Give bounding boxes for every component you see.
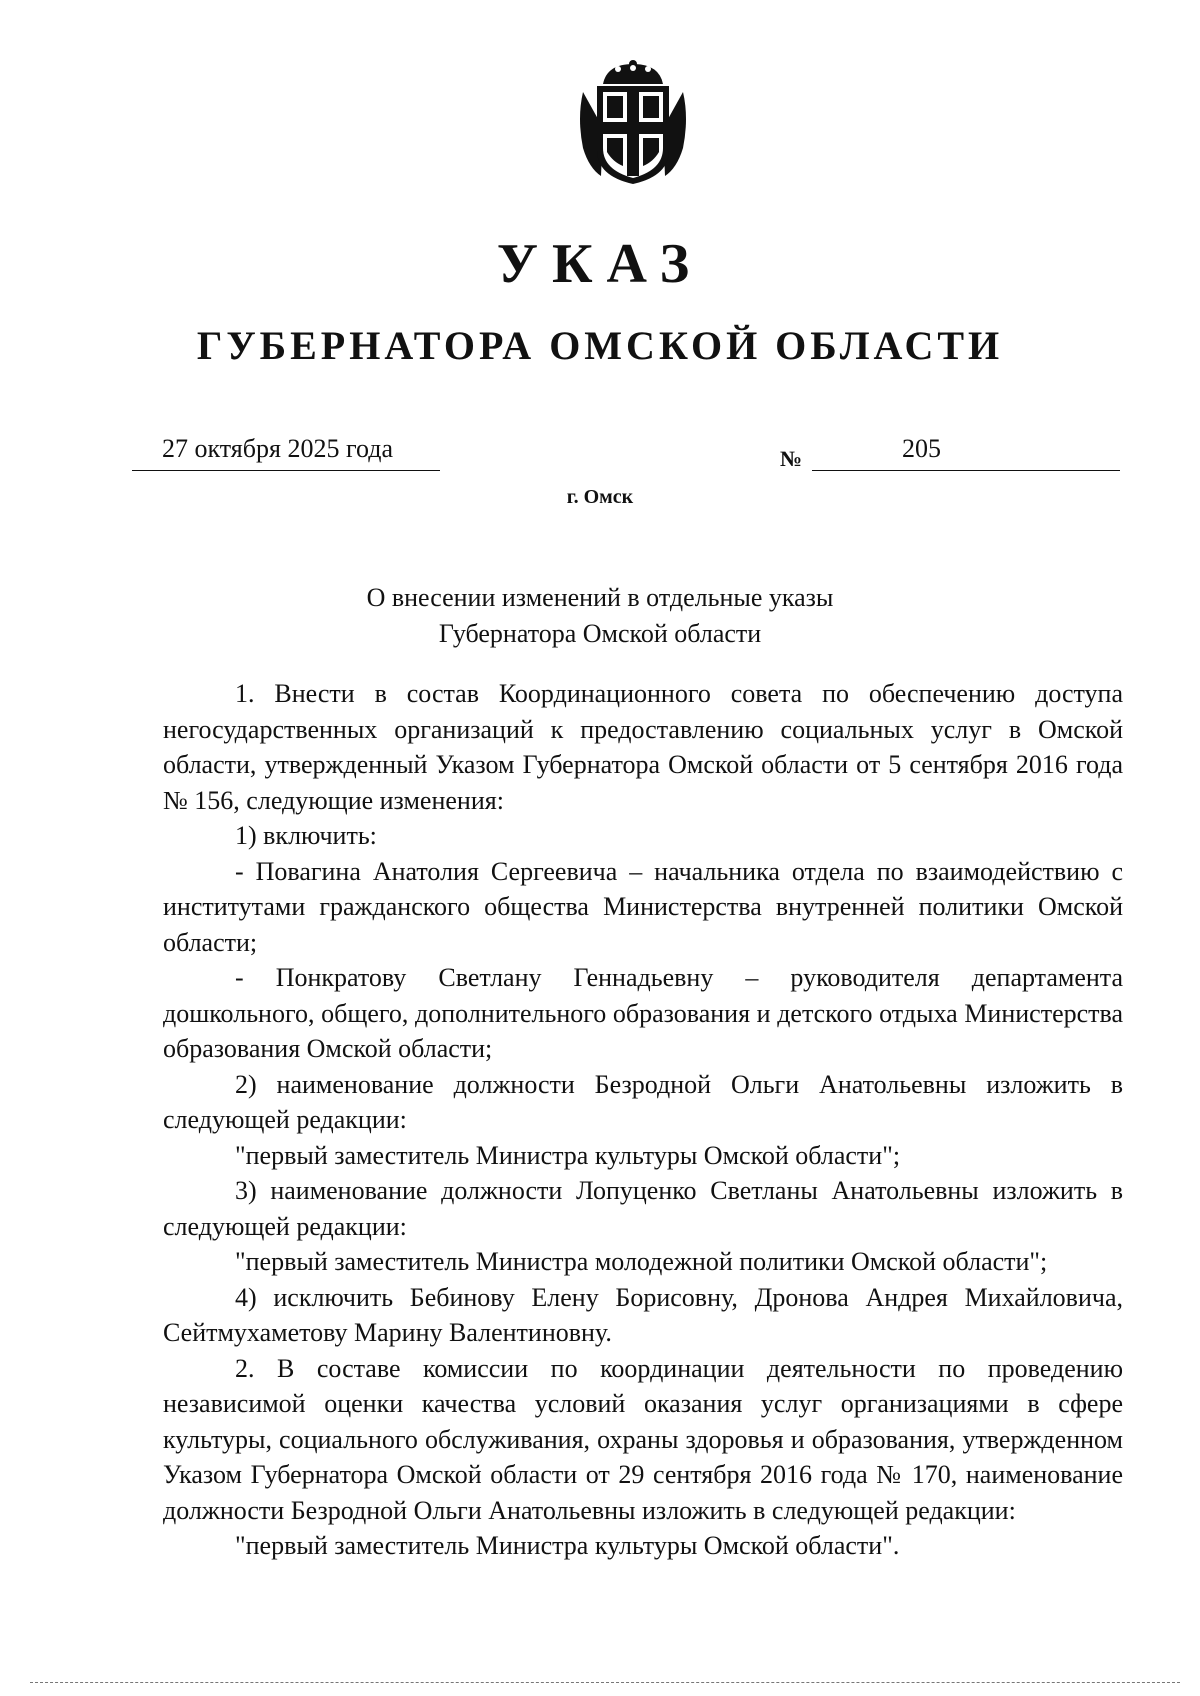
decree-number-label: №: [780, 446, 803, 471]
page-bottom-divider: [30, 1682, 1180, 1683]
decree-number: 205: [902, 434, 941, 463]
decree-paragraph: "первый заместитель Министра культуры Омской области";: [235, 1140, 901, 1170]
decree-paragraph: 2. В составе комиссии по координации деятельности по проведению независимой оценки качества условий оказания услуг организациями в сфере культуры, социального обслуживания, охраны здоровья и образования, утвержденном Указом Губернатора Омской области от 29 сентября 2016 года № 170, наименование должности Безродной Ольги Анатольевны изложить в следующей редакции:: [163, 1353, 1123, 1525]
decree-number-field: [812, 434, 1120, 471]
coat-of-arms-icon: [573, 58, 693, 188]
decree-body: [163, 676, 1123, 1564]
decree-city: г. Омск: [566, 486, 634, 508]
decree-heading-line: О внесении изменений в отдельные указы: [366, 583, 834, 612]
decree-heading: [0, 580, 1200, 652]
decree-heading-line: Губернатора Омской области: [438, 619, 762, 648]
decree-title: УКАЗ: [496, 233, 704, 295]
decree-paragraph: 3) наименование должности Лопуценко Светланы Анатольевны изложить в следующей редакции:: [163, 1176, 1123, 1241]
decree-paragraph: - Повагина Анатолия Сергеевича – начальника отдела по взаимодействию с институтами гражданского общества Министерства внутренней политики Омской области;: [163, 856, 1123, 957]
decree-paragraph: 2) наименование должности Безродной Ольги Анатольевны изложить в следующей редакции:: [163, 1069, 1123, 1134]
decree-paragraph: - Понкратову Светлану Геннадьевну – руководителя департамента дошкольного, общего, дополнительного образования и детского отдыха Министерства образования Омской области;: [163, 963, 1123, 1063]
decree-paragraph: "первый заместитель Министра молодежной политики Омской области";: [235, 1247, 1048, 1276]
decree-paragraph: 1. Внести в состав Координационного совета по обеспечению доступа негосударственных организаций к предоставлению социальных услуг в Омской области, утвержденный Указом Губернатора Омской области от 5 сентября 2016 года № 156, следующие изменения:: [163, 679, 1123, 815]
decree-date-field: [132, 434, 440, 471]
decree-issuer: ГУБЕРНАТОРА ОМСКОЙ ОБЛАСТИ: [196, 323, 1004, 368]
decree-paragraph: 4) исключить Бебинову Елену Борисовну, Дронова Андрея Михайловича, Сейтмухаметову Марину Валентиновну.: [163, 1282, 1123, 1347]
decree-date: 27 октября 2025 года: [162, 434, 393, 463]
decree-paragraph: 1) включить:: [235, 821, 377, 850]
decree-paragraph: "первый заместитель Министра культуры Омской области".: [235, 1531, 900, 1560]
